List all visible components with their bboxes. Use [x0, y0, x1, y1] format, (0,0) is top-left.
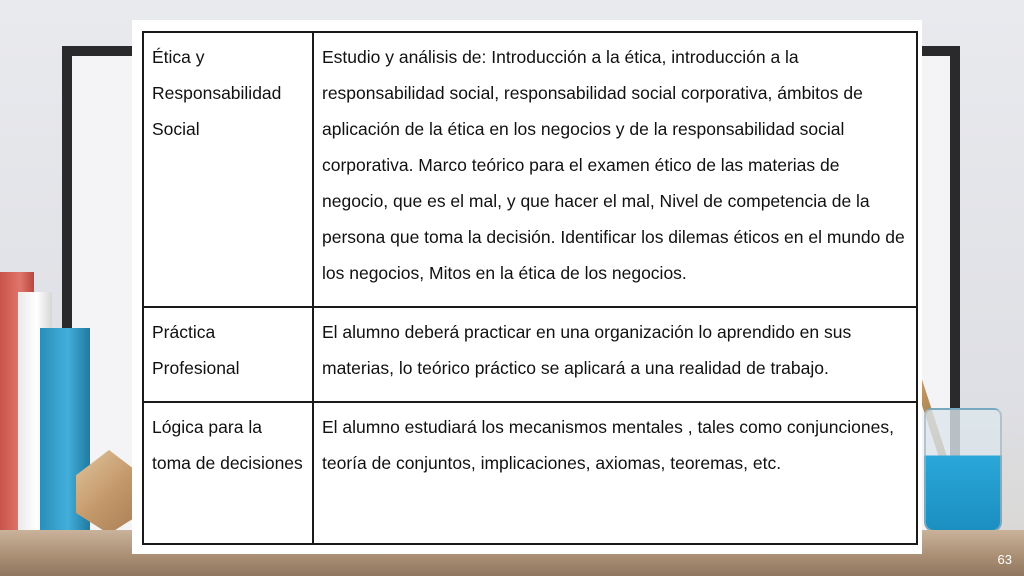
syllabus-table	[142, 31, 918, 545]
subject-cell: Práctica Profesional	[143, 307, 313, 402]
table-row	[143, 402, 917, 544]
slide-content	[132, 20, 922, 554]
table-row	[143, 32, 917, 307]
paint-jar-decor	[924, 408, 1002, 532]
description-cell: El alumno deberá practicar en una organización lo aprendido en sus materias, lo teórico práctico se aplicará a una realidad de trabajo.	[313, 307, 917, 402]
description-cell: Estudio y análisis de: Introducción a la ética, introducción a la responsabilidad social, responsabilidad social corporativa, ámbitos de aplicación de la ética en los negocios y de la responsabilidad social corporativa. Marco teórico para el examen ético de las materias de negocio, que es el mal, y que hacer el mal, Nivel de competencia de la persona que toma la decisión. Identificar los dilemas éticos en el mundo de los negocios, Mitos en la ética de los negocios.	[313, 32, 917, 307]
page-number: 63	[997, 552, 1012, 567]
subject-cell: Lógica para la toma de decisiones	[143, 402, 313, 544]
table-row	[143, 307, 917, 402]
description-cell: El alumno estudiará los mecanismos mentales , tales como conjunciones, teoría de conjuntos, implicaciones, axiomas, teoremas, etc.	[313, 402, 917, 544]
subject-cell: Ética y Responsabilidad Social	[143, 32, 313, 307]
